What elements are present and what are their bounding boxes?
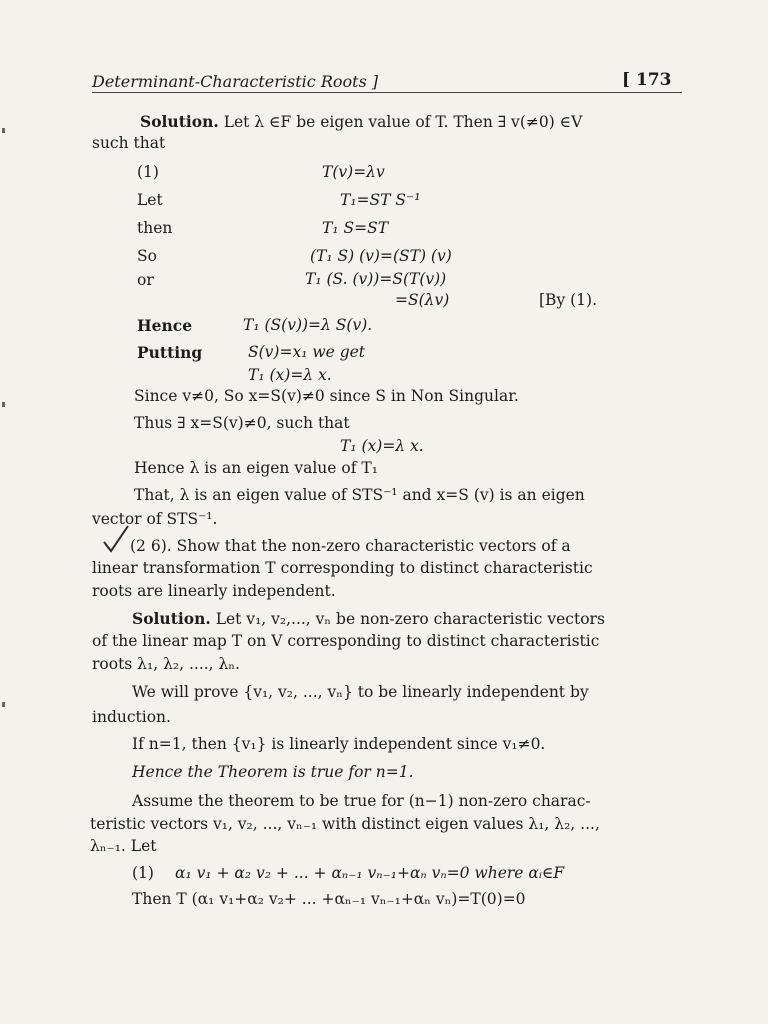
since-line: Since v≠0, So x=S(v)≠0 since S in Non Singular. xyxy=(134,387,519,405)
thus-line: Thus ∃ x=S(v)≠0, such that xyxy=(134,414,350,432)
scan-mark xyxy=(2,402,5,407)
step-expr: T(v)=λv xyxy=(322,163,385,181)
proof2-line-9: teristic vectors v₁, v₂, ..., vₙ₋₁ with distinct eigen values λ₁, λ₂, ..., xyxy=(90,815,600,833)
that-line-2: vector of STS⁻¹. xyxy=(92,510,218,528)
step-label: (1) xyxy=(137,163,159,181)
proof2-line-2: of the linear map T on V corresponding to distinct characteristic xyxy=(92,632,600,650)
step-label: then xyxy=(137,219,173,237)
scan-mark xyxy=(2,702,5,707)
step-expr: =S(λv) xyxy=(395,291,450,309)
equation-1: α₁ v₁ + α₂ v₂ + ... + αₙ₋₁ vₙ₋₁+αₙ vₙ=0 where αᵢ∈F xyxy=(175,864,565,882)
putting-result: T₁ (x)=λ x. xyxy=(248,366,332,384)
running-header: Determinant-Characteristic Roots ] xyxy=(92,72,379,91)
proof2-text: Let v₁, v₂,..., vₙ be non-zero characteristic vectors xyxy=(215,610,605,628)
proof2-line-5: induction. xyxy=(92,708,171,726)
step-expr: T₁=ST S⁻¹ xyxy=(340,191,421,209)
that-line-1: That, λ is an eigen value of STS⁻¹ and x=S (v) is an eigen xyxy=(134,486,585,504)
problem-first-line xyxy=(130,537,571,555)
proof1-intro-text: Let λ ∈F be eigen value of T. Then ∃ v(≠0) ∈V xyxy=(223,113,583,131)
hence-label: Hence xyxy=(137,316,193,335)
solution-label: Solution. xyxy=(132,609,211,628)
page-number: [ 173 xyxy=(622,70,672,90)
proof2-line-4: We will prove {v₁, v₂, ..., vₙ} to be linearly independent by xyxy=(132,683,589,701)
problem-line-2: linear transformation T corresponding to distinct characteristic xyxy=(92,559,593,577)
problem-line-3: roots are linearly independent. xyxy=(92,582,336,600)
thus-result: T₁ (x)=λ x. xyxy=(340,437,424,455)
problem-number: (2 6). xyxy=(130,537,172,555)
step-note: [By (1). xyxy=(539,291,598,309)
proof2-line-8: Assume the theorem to be true for (n−1) non-zero charac- xyxy=(132,792,591,810)
step-label: or xyxy=(137,271,154,289)
equation-2: Then T (α₁ v₁+α₂ v₂+ ... +αₙ₋₁ vₙ₋₁+αₙ vₙ)=T(0)=0 xyxy=(132,890,526,908)
header-rule xyxy=(92,92,682,93)
proof2-line-1 xyxy=(132,609,605,628)
hence-eigen: Hence λ is an eigen value of T₁ xyxy=(134,459,378,477)
proof2-line-6: If n=1, then {v₁} is linearly independent since v₁≠0. xyxy=(132,735,546,753)
hence-expr: T₁ (S(v))=λ S(v). xyxy=(243,316,373,334)
problem-text: Show that the non-zero characteristic vectors of a xyxy=(176,537,571,555)
proof2-line-3: roots λ₁, λ₂, ...., λₙ. xyxy=(92,655,240,673)
scan-mark xyxy=(2,128,5,133)
equation-label: (1) xyxy=(132,864,154,882)
putting-label: Putting xyxy=(137,343,203,362)
step-expr: T₁ S=ST xyxy=(322,219,389,237)
checkmark-icon xyxy=(102,524,130,554)
step-expr: T₁ (S. (v))=S(T(v)) xyxy=(305,270,447,288)
putting-expr: S(v)=x₁ we get xyxy=(248,343,366,361)
step-expr: (T₁ S) (v)=(ST) (v) xyxy=(310,247,452,265)
proof2-line-10: λₙ₋₁. Let xyxy=(90,837,157,855)
step-label: So xyxy=(137,247,157,265)
proof2-line-7: Hence the Theorem is true for n=1. xyxy=(132,763,414,781)
proof1-intro-cont: such that xyxy=(92,134,166,152)
proof1-intro xyxy=(140,112,582,131)
solution-label: Solution. xyxy=(140,112,219,131)
step-label: Let xyxy=(137,191,163,209)
